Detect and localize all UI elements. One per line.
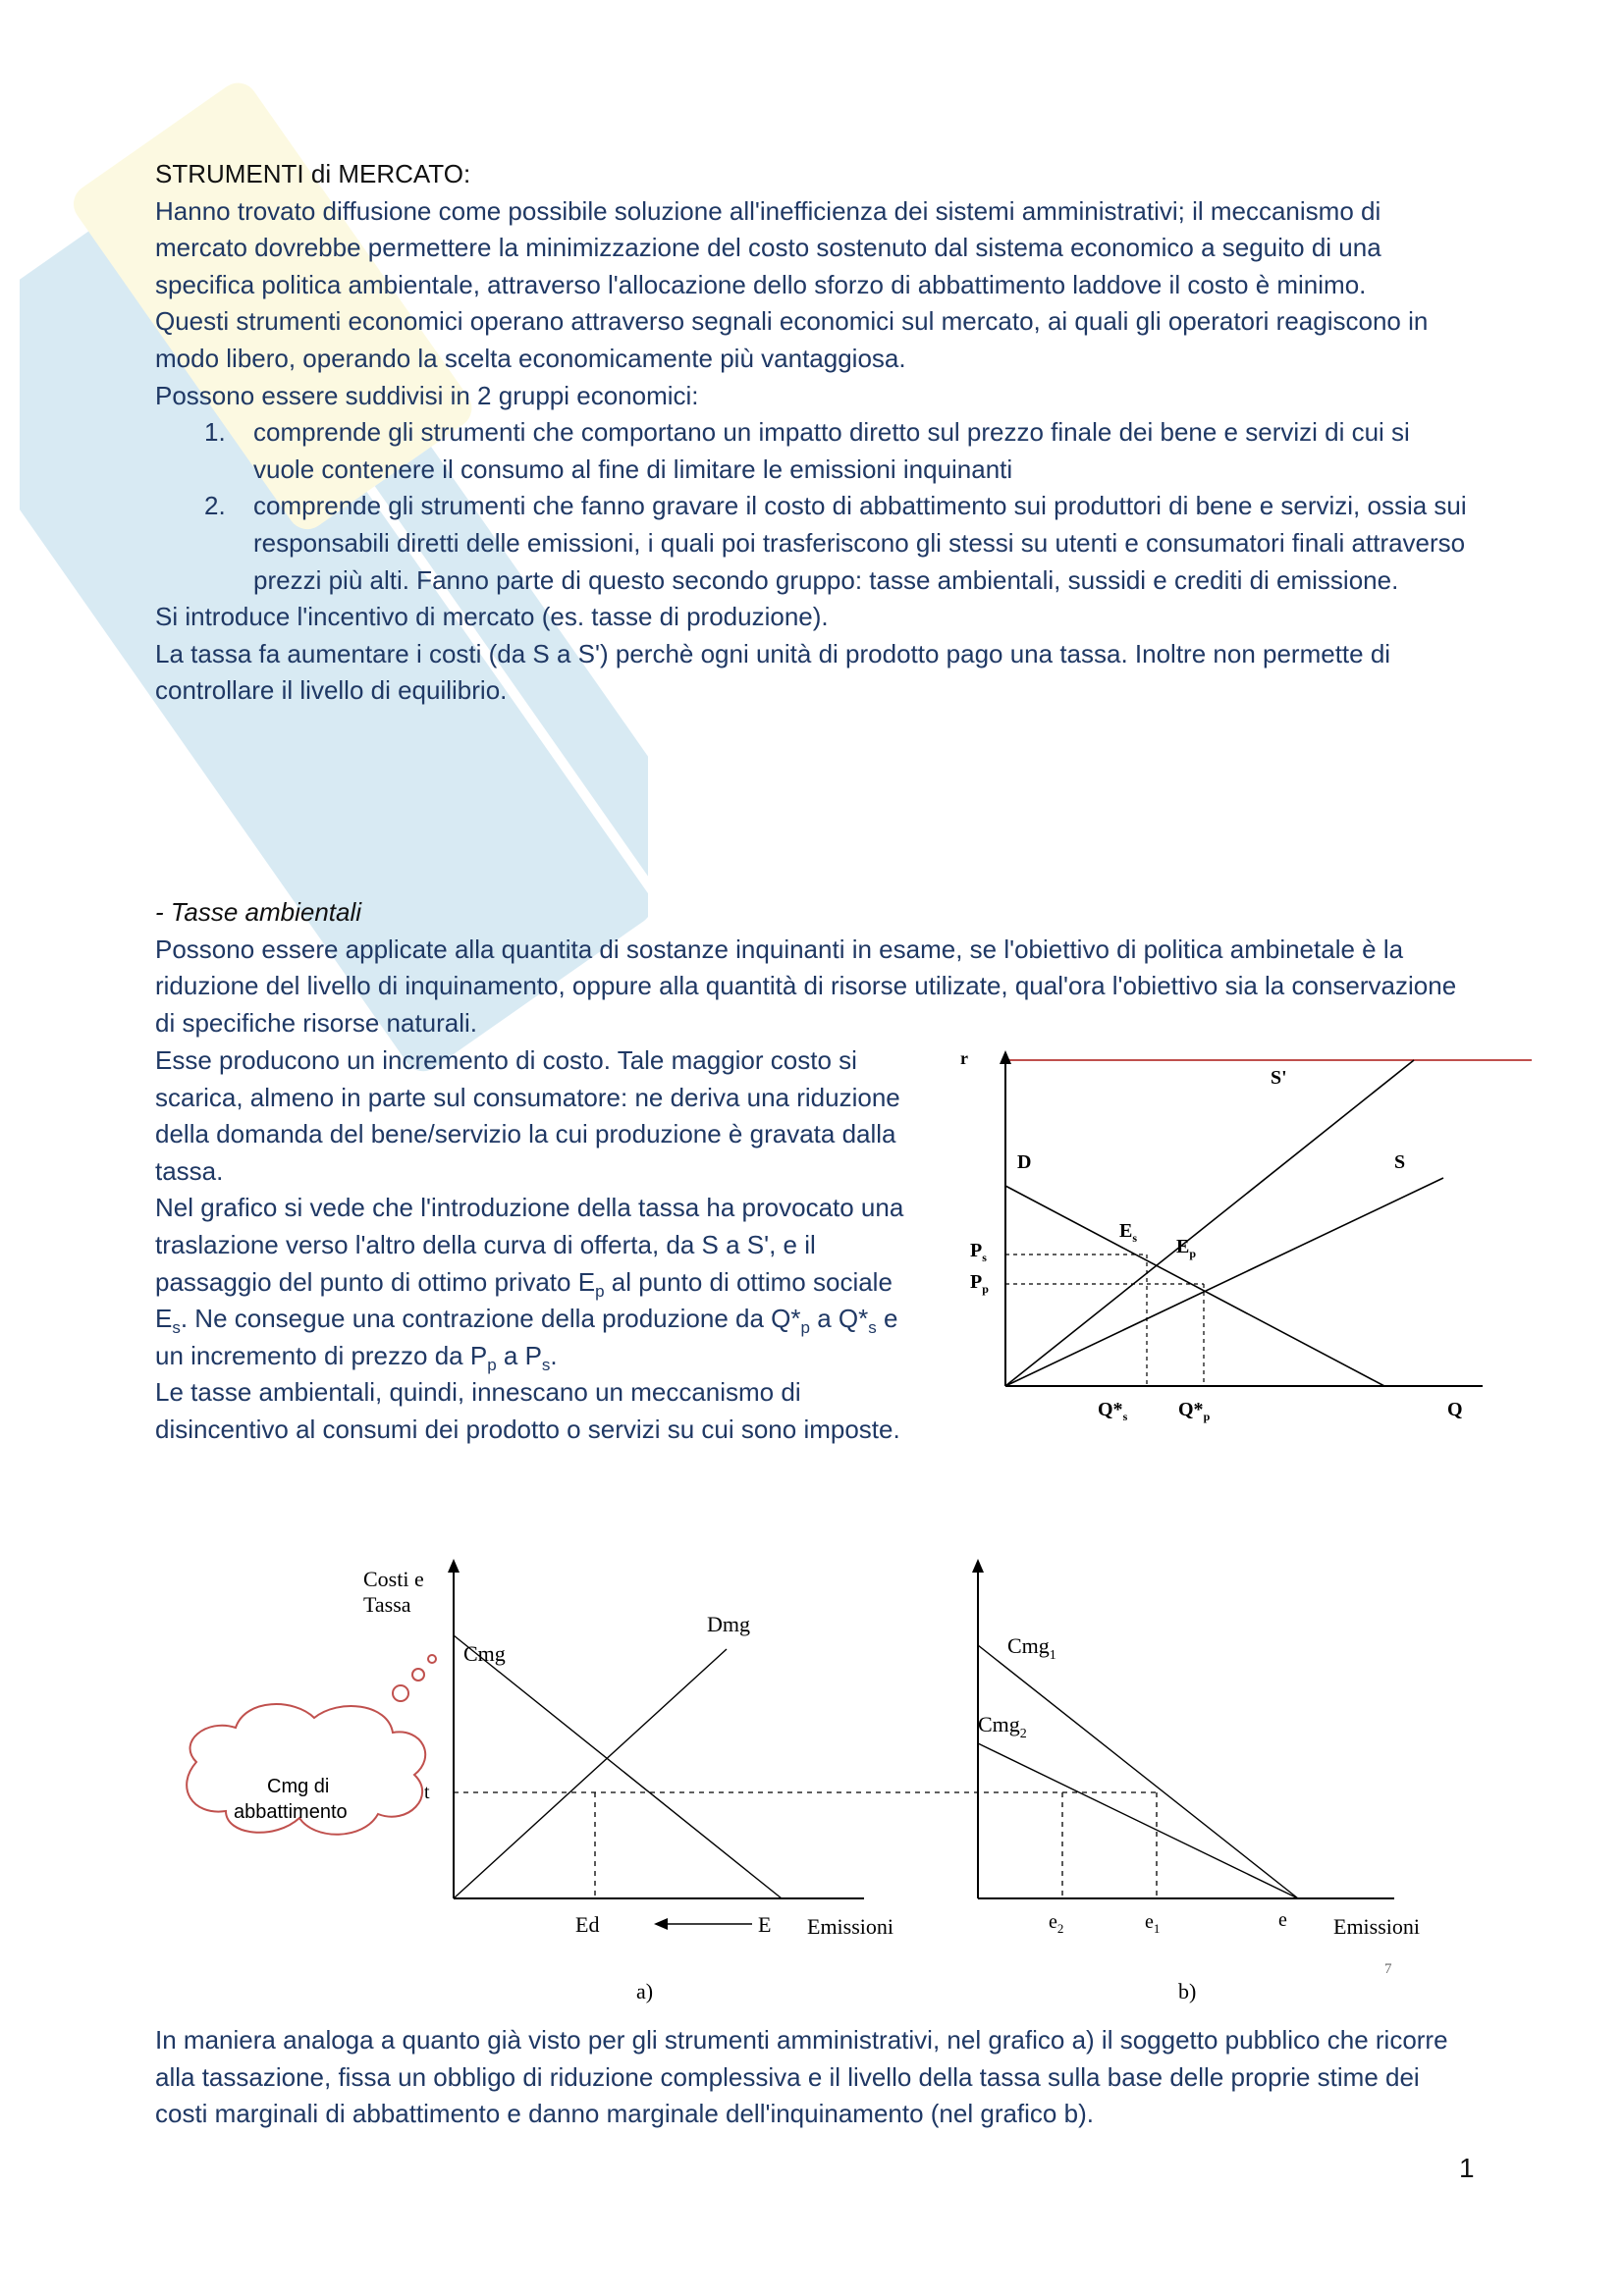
list-number: 2. <box>204 491 226 521</box>
figure-source-number: 7 <box>1384 1961 1392 1977</box>
intro-block <box>155 156 1471 710</box>
cmg1-curve <box>978 1645 1298 1898</box>
left-y-axis-arrow <box>448 1559 460 1573</box>
y-axis-label: r <box>960 1048 968 1068</box>
label-qp: $Q*_p$ <box>1178 1399 1211 1423</box>
label-ep: $E_p$ <box>1176 1236 1197 1260</box>
supply-curve-s-prime <box>1005 1060 1414 1386</box>
label-ps: $P_s$ <box>970 1240 987 1264</box>
paragraph-tasse-3: Nel grafico si vede che l'introduzione della tassa ha provocato una traslazione verso l'altro della curva di offerta, da S a S', e il passaggio del punto di ottimo privato $E_p$ al punto di ottimo sociale $E_s$. Ne consegue una contrazione della produzione da $Q*_p$ a $Q*_s$ e un incremento di prezzo da $P_p$ a $P_s$. <box>155 1193 904 1374</box>
label-t: t <box>424 1782 430 1803</box>
paragraph-tasse-4: Le tasse ambientali, quindi, innescano un meccanismo di disincentivo al consumi dei prodotto o servizi su cui sono imposte. <box>155 1377 900 1444</box>
intro-paragraph-1: Hanno trovato diffusione come possibile soluzione all'inefficienza dei sistemi amministrativi; il meccanismo di mercato dovrebbe permettere la minimizzazione del costo sostenuto dal sistema economico a seguito di una specifica politica ambientale, attraverso l'allocazione dello sforzo di abbattimento laddove il costo è minimo. <box>155 195 1381 299</box>
cloud-text-2: abbattimento <box>234 1801 348 1823</box>
intro-paragraph-2: Questi strumenti economici operano attraverso segnali economici sul mercato, ai quali gli operatori reagiscono in modo libero, operando la scelta economicamente più vantaggiosa. <box>155 306 1429 373</box>
label-cmg: Cmg <box>463 1641 506 1666</box>
label-e1: $e_1$ <box>1145 1911 1161 1936</box>
list-item <box>155 488 1471 599</box>
label-q: Q <box>1447 1399 1463 1420</box>
abatement-tax-figure <box>157 1551 1453 2012</box>
paragraph-final: In maniera analoga a quanto già visto per gli strumenti amministrativi, nel grafico a) il soggetto pubblico che ricorre alla tassazione, fissa un obbligo di riduzione complessiva e il livello della tassa sulla base delle proprie stime dei costi marginali di abbattimento e danno marginale dell'inquinamento (nel grafico b). <box>155 2025 1448 2129</box>
intro-paragraph-3: Possono essere suddivisi in 2 gruppi economici: <box>155 380 699 410</box>
final-block <box>155 2022 1471 2133</box>
label-es: $E_s$ <box>1119 1220 1138 1245</box>
cloud-text-1: Cmg di <box>267 1776 330 1797</box>
section-heading: STRUMENTI di MERCATO: <box>155 159 471 188</box>
supply-demand-figure <box>943 1041 1532 1433</box>
tasse-side-text <box>155 1042 931 1449</box>
label-s: S <box>1394 1151 1406 1173</box>
dmg-curve <box>454 1649 727 1898</box>
y-axis-arrow <box>1000 1050 1011 1064</box>
cmg-curve <box>454 1635 782 1898</box>
label-cmg1: Cmg$_1$ <box>1007 1633 1056 1663</box>
page-number: 1 <box>1459 2153 1475 2183</box>
paragraph-tasse-1: Possono essere applicate alla quantita di sostanze inquinanti in esame, se l'obiettivo di politica ambinetale è la riduzione del livello di inquinamento, oppure alla quantità di risorse utilizate, qual'ora l'obiettivo sia la conservazione di specifiche risorse naturali. <box>155 934 1457 1038</box>
list-number: 1. <box>204 417 226 448</box>
label-dmg: Dmg <box>707 1612 750 1636</box>
label-emissioni-b: Emissioni <box>1333 1914 1421 1939</box>
supply-curve-s <box>1005 1178 1443 1386</box>
y-axis-label-tassa: Tassa <box>363 1592 411 1617</box>
label-panel-b: b) <box>1178 1979 1197 2003</box>
groups-list <box>155 414 1471 599</box>
label-qs: $Q*_s$ <box>1098 1399 1128 1423</box>
label-pp: $P_p$ <box>970 1271 989 1296</box>
label-cmg2: Cmg$_2$ <box>978 1712 1027 1741</box>
tasse-block <box>155 894 1471 1041</box>
label-emissioni-a: Emissioni <box>807 1914 894 1939</box>
list-text: comprende gli strumenti che fanno gravare il costo di abbattimento sui produttori di bene e servizi, ossia sui responsabili diretti delle emissioni, i quali poi trasferiscono gli stessi su utenti e consumatori finali attraverso prezzi più alti. Fanno parte di questo secondo gruppo: tasse ambientali, sussidi e crediti di emissione. <box>253 491 1467 595</box>
label-e2: $e_2$ <box>1049 1911 1064 1936</box>
paragraph-incentivo: Si introduce l'incentivo di mercato (es. tasse di produzione). <box>155 602 829 632</box>
label-e-big: E <box>758 1912 772 1937</box>
y-axis-label-costi: Costi e <box>363 1567 424 1591</box>
demand-curve <box>1005 1186 1384 1386</box>
list-text: comprende gli strumenti che comportano un impatto diretto sul prezzo finale dei bene e servizi di cui si vuole contenere il consumo al fine di limitare le emissioni inquinanti <box>253 417 1410 484</box>
right-y-axis-arrow <box>972 1559 984 1573</box>
label-s-prime: S' <box>1271 1067 1287 1089</box>
reduction-arrow-head <box>654 1918 668 1930</box>
label-ed: Ed <box>575 1912 600 1937</box>
list-item <box>155 414 1471 488</box>
paragraph-tasse-2: Esse producono un incremento di costo. Tale maggior costo si scarica, almeno in parte sul consumatore: ne deriva una riduzione della domanda del bene/servizio la cui produzione è gravata dalla tassa. <box>155 1045 900 1186</box>
subsection-title: - Tasse ambientali <box>155 897 362 927</box>
cmg2-curve <box>978 1743 1298 1898</box>
label-d: D <box>1017 1151 1032 1173</box>
paragraph-tassa: La tassa fa aumentare i costi (da S a S') perchè ogni unità di prodotto pago una tassa. Inoltre non permette di controllare il livello di equilibrio. <box>155 638 1391 706</box>
label-e: e <box>1278 1909 1287 1931</box>
label-panel-a: a) <box>636 1979 654 2003</box>
